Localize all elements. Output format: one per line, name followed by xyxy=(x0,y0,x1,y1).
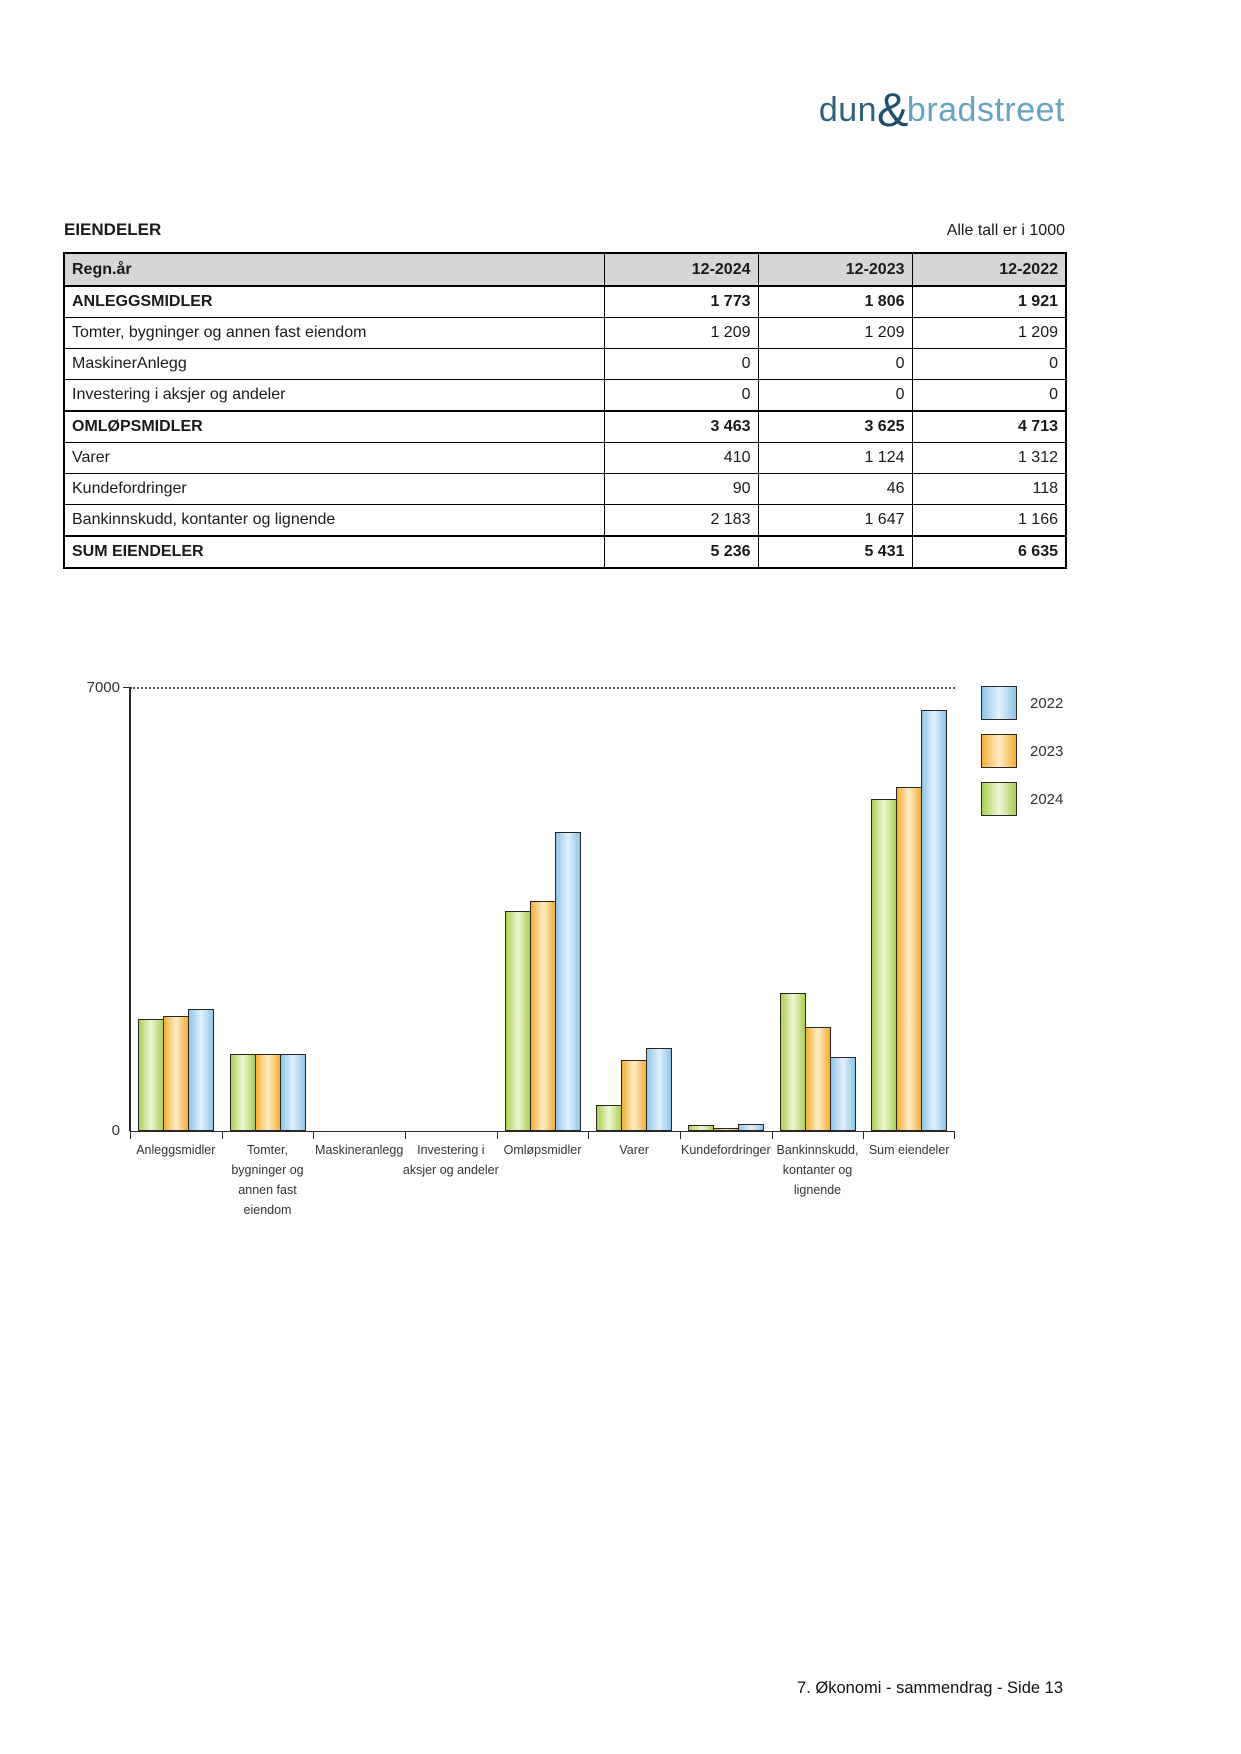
row-value: 1 647 xyxy=(758,505,912,537)
category-label: Maskineranlegg xyxy=(315,1143,404,1157)
chart-legend xyxy=(981,686,1063,816)
bar-2024-cat0 xyxy=(138,1019,164,1131)
legend-item-2022 xyxy=(981,686,1063,720)
category-label: Anleggsmidler xyxy=(136,1143,216,1157)
bar-2024-cat5 xyxy=(596,1105,622,1131)
row-value: 1 806 xyxy=(758,286,912,318)
row-value: 3 625 xyxy=(758,411,912,443)
row-value: 0 xyxy=(912,349,1066,380)
row-value: 0 xyxy=(604,380,758,412)
row-value: 0 xyxy=(758,349,912,380)
bar-2023-cat8 xyxy=(896,787,922,1131)
row-value: 0 xyxy=(758,380,912,412)
row-value: 1 209 xyxy=(912,318,1066,349)
table-row xyxy=(64,474,1066,505)
table-row xyxy=(64,536,1066,568)
row-value: 1 209 xyxy=(604,318,758,349)
gridline-7000 xyxy=(130,687,955,689)
bar-2022-cat8 xyxy=(921,710,947,1131)
logo-ampersand-icon: & xyxy=(877,83,909,136)
row-value: 1 773 xyxy=(604,286,758,318)
row-value: 5 431 xyxy=(758,536,912,568)
bar-2024-cat1 xyxy=(230,1054,256,1131)
x-axis-tick xyxy=(130,1131,131,1139)
section-title: EIENDELER xyxy=(64,220,162,239)
logo-text-dun: dun xyxy=(818,91,878,129)
category-label: Varer xyxy=(619,1143,649,1157)
bar-2022-cat7 xyxy=(830,1057,856,1131)
category-label: Bankinnskudd, kontanter og lignende xyxy=(776,1143,859,1197)
bar-2024-cat6 xyxy=(688,1125,714,1131)
assets-table xyxy=(63,252,1067,569)
col-header-12-2023: 12-2023 xyxy=(758,253,912,286)
table-row xyxy=(64,349,1066,380)
bar-2022-cat5 xyxy=(646,1048,672,1131)
legend-item-2024 xyxy=(981,782,1063,816)
bar-2023-cat6 xyxy=(713,1128,739,1131)
table-row xyxy=(64,318,1066,349)
bar-2024-cat8 xyxy=(871,799,897,1131)
row-value: 0 xyxy=(912,380,1066,412)
row-value: 3 463 xyxy=(604,411,758,443)
x-axis-line xyxy=(130,1131,955,1132)
row-value: 1 209 xyxy=(758,318,912,349)
row-label: SUM EIENDELER xyxy=(64,536,604,568)
row-value: 1 166 xyxy=(912,505,1066,537)
units-note: Alle tall er i 1000 xyxy=(946,222,1065,239)
bar-2023-cat5 xyxy=(621,1060,647,1131)
y-axis-tick-7000 xyxy=(123,687,129,688)
section-header xyxy=(64,220,1065,240)
x-axis-tick xyxy=(405,1131,406,1139)
row-value: 46 xyxy=(758,474,912,505)
row-label: Bankinnskudd, kontanter og lignende xyxy=(64,505,604,537)
col-header-12-2024: 12-2024 xyxy=(604,253,758,286)
row-value: 6 635 xyxy=(912,536,1066,568)
x-axis-tick xyxy=(680,1131,681,1139)
row-value: 4 713 xyxy=(912,411,1066,443)
row-label: Varer xyxy=(64,443,604,474)
table-row xyxy=(64,411,1066,443)
x-axis-tick xyxy=(954,1131,955,1139)
row-label: Investering i aksjer og andeler xyxy=(64,380,604,412)
row-value: 0 xyxy=(604,349,758,380)
row-value: 1 124 xyxy=(758,443,912,474)
bar-2024-cat7 xyxy=(780,993,806,1131)
legend-swatch-2023 xyxy=(981,734,1017,768)
x-axis-tick xyxy=(863,1131,864,1139)
row-value: 1 312 xyxy=(912,443,1066,474)
page-footer: 7. Økonomi - sammendrag - Side 13 xyxy=(797,1679,1063,1697)
dun-bradstreet-logo xyxy=(819,82,1065,137)
legend-label-2022: 2022 xyxy=(1030,694,1064,712)
legend-swatch-2022 xyxy=(981,686,1017,720)
category-label: Sum eiendeler xyxy=(868,1143,950,1157)
x-axis-tick xyxy=(313,1131,314,1139)
row-value: 5 236 xyxy=(604,536,758,568)
bar-2023-cat0 xyxy=(163,1016,189,1131)
assets-bar-chart xyxy=(130,687,955,1217)
y-axis-label-7000: 7000 xyxy=(86,679,120,696)
legend-swatch-2024 xyxy=(981,782,1017,816)
row-value: 2 183 xyxy=(604,505,758,537)
x-axis-tick xyxy=(497,1131,498,1139)
y-axis-label-0: 0 xyxy=(111,1122,120,1139)
col-header-regnar: Regn.år xyxy=(64,253,604,286)
bar-2022-cat0 xyxy=(188,1009,214,1131)
row-label: ANLEGGSMIDLER xyxy=(64,286,604,318)
category-label: Investering i aksjer og andeler xyxy=(402,1143,499,1177)
table-row xyxy=(64,380,1066,412)
bar-2023-cat4 xyxy=(530,901,556,1131)
bar-2023-cat7 xyxy=(805,1027,831,1131)
col-header-12-2022: 12-2022 xyxy=(912,253,1066,286)
row-label: OMLØPSMIDLER xyxy=(64,411,604,443)
x-axis-tick xyxy=(772,1131,773,1139)
legend-label-2024: 2024 xyxy=(1030,790,1064,808)
x-axis-tick xyxy=(222,1131,223,1139)
logo-text-bradstreet: bradstreet xyxy=(906,91,1065,129)
bar-2024-cat4 xyxy=(505,911,531,1131)
y-axis-line xyxy=(129,687,131,1131)
bar-2022-cat4 xyxy=(555,832,581,1131)
row-value: 410 xyxy=(604,443,758,474)
legend-item-2023 xyxy=(981,734,1063,768)
row-label: Tomter, bygninger og annen fast eiendom xyxy=(64,318,604,349)
row-value: 90 xyxy=(604,474,758,505)
bar-2022-cat6 xyxy=(738,1124,764,1131)
category-label: Tomter, bygninger og annen fast eiendom xyxy=(231,1143,304,1217)
table-row xyxy=(64,286,1066,318)
table-row xyxy=(64,505,1066,537)
row-value: 1 921 xyxy=(912,286,1066,318)
x-axis-tick xyxy=(588,1131,589,1139)
bar-2023-cat1 xyxy=(255,1054,281,1131)
row-value: 118 xyxy=(912,474,1066,505)
row-label: Kundefordringer xyxy=(64,474,604,505)
table-header-row xyxy=(64,253,1066,286)
category-label: Kundefordringer xyxy=(681,1143,771,1157)
bar-2022-cat1 xyxy=(280,1054,306,1131)
table-row xyxy=(64,443,1066,474)
legend-label-2023: 2023 xyxy=(1030,742,1064,760)
category-label: Omløpsmidler xyxy=(503,1143,582,1157)
row-label: MaskinerAnlegg xyxy=(64,349,604,380)
